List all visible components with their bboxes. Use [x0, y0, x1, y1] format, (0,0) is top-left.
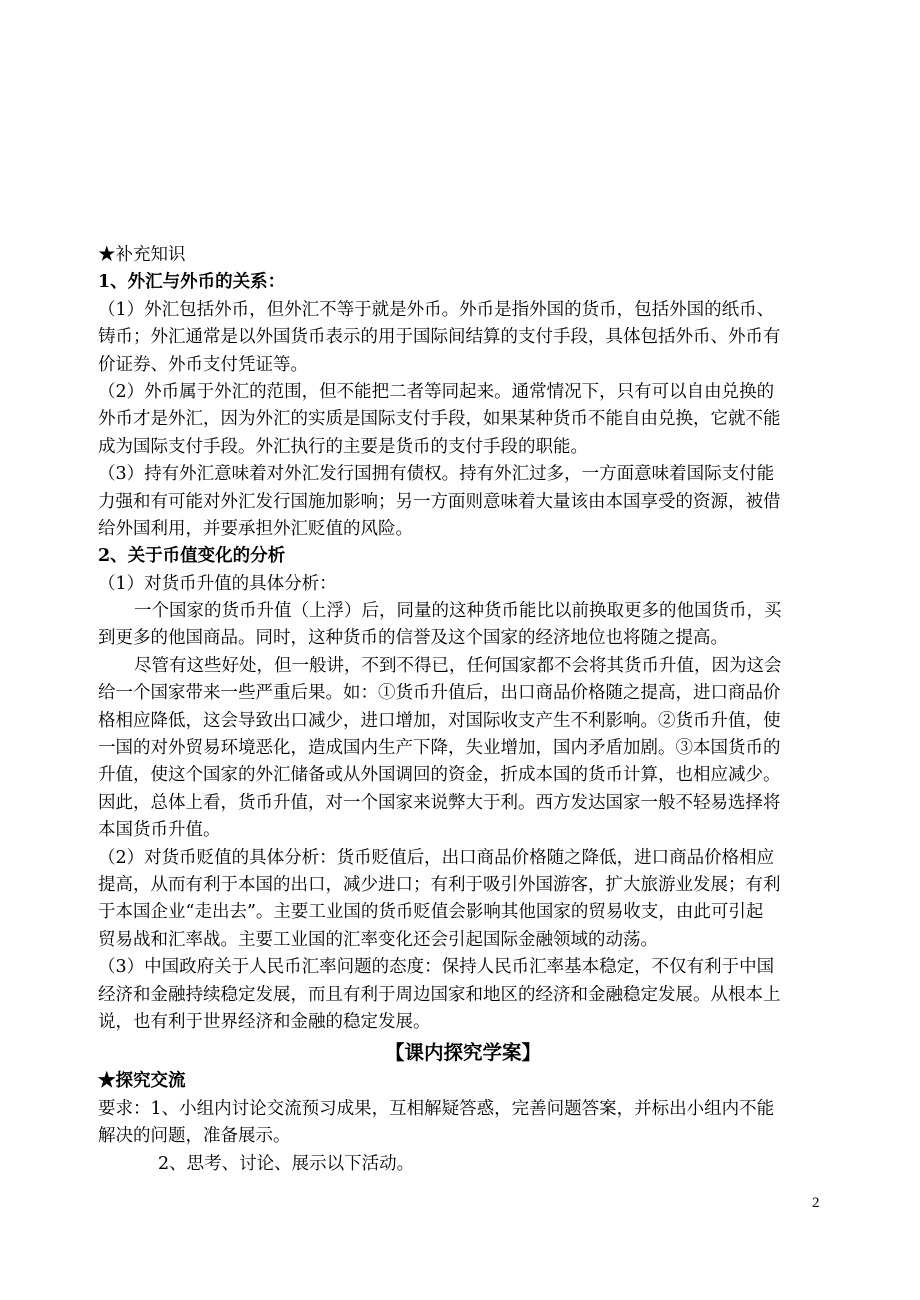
text-line: 到更多的他国商品。同时，这种货币的信誉及这个国家的经济地位也将随之提高。 [98, 628, 728, 649]
section2-sub1-title: （1）对货币升值的具体分析： [98, 573, 337, 594]
text-line: 升值，使这个国家的外汇储备或从外国调回的资金，折成本国的货币计算，也相应减少。 [98, 765, 781, 786]
section2-title: 2、关于币值变化的分析 [98, 546, 286, 567]
text-line: 因此，总体上看，货币升值，对一个国家来说弊大于利。西方发达国家一般不轻易选择将 [98, 792, 781, 813]
text-line: 给一个国家带来一些严重后果。如：①货币升值后，出口商品价格随之提高，进口商品价 [98, 683, 781, 704]
text-line: 于本国企业“走出去”。主要工业国的货币贬值会影响其他国家的贸易收支，由此可引起 [98, 902, 764, 923]
text-line: 解决的问题，准备展示。 [98, 1126, 291, 1147]
section2-sub3-paragraph [98, 954, 828, 1036]
section1-paragraph-3 [98, 461, 828, 543]
section1-title: 1、外汇与外币的关系： [98, 272, 286, 293]
text-line: 外币才是外汇，因为外汇的实质是国际支付手段，如果某种货币不能自由兑换，它就不能 [98, 409, 781, 430]
supplement-heading: ★补充知识 [98, 245, 186, 265]
section2-sub1-paragraph-1 [98, 598, 828, 653]
text-line: （2）外币属于外汇的范围，但不能把二者等同起来。通常情况下，只有可以自由兑换的 [98, 381, 775, 402]
activity-line: 2、思考、讨论、展示以下活动。 [158, 1153, 415, 1174]
explore-heading: ★探究交流 [98, 1071, 186, 1092]
text-line: 本国货币升值。 [98, 820, 221, 841]
text-line: 铸币；外汇通常是以外国货币表示的用于国际间结算的支付手段，具体包括外币、外币有 [98, 327, 781, 348]
text-line: 说，也有利于世界经济和金融的稳定发展。 [98, 1011, 431, 1032]
text-line: （3）持有外汇意味着对外汇发行国拥有债权。持有外汇过多，一方面意味着国际支付能 [98, 464, 775, 485]
text-line: 贸易战和汇率战。主要工业国的汇率变化还会引起国际金融领域的动荡。 [98, 929, 658, 950]
text-line: 力强和有可能对外汇发行国施加影响；另一方面则意味着大量该由本国享受的资源，被借 [98, 491, 781, 512]
text-line: 格相应降低，这会导致出口减少，进口增加，对国际收支产生不利影响。②货币升值，使 [98, 710, 781, 731]
text-line: 价证券、外币支付凭证等。 [98, 354, 308, 375]
text-line: （2）对货币贬值的具体分析：货币贬值后，出口商品价格随之降低，进口商品价格相应 [98, 847, 775, 868]
section1-paragraph-2 [98, 379, 828, 461]
section-title: 【课内探究学案】 [384, 1041, 541, 1065]
text-line: （3）中国政府关于人民币汇率问题的态度：保持人民币汇率基本稳定，不仅有利于中国 [98, 957, 775, 978]
text-line: 给外国利用，并要承担外汇贬值的风险。 [98, 518, 413, 539]
requirement-paragraph [98, 1096, 828, 1151]
section2-sub2-paragraph [98, 845, 828, 955]
text-line: 要求：1、小组内讨论交流预习成果，互相解疑答惑，完善问题答案，并标出小组内不能 [98, 1098, 775, 1119]
section2-sub1-paragraph-2 [98, 653, 828, 845]
section1-paragraph-1 [98, 297, 828, 379]
text-line: 一国的对外贸易环境恶化，造成国内生产下降，失业增加，国内矛盾加剧。③本国货币的 [98, 738, 781, 759]
text-line: （1）外汇包括外币，但外汇不等于就是外币。外币是指外国的货币，包括外国的纸币、 [98, 299, 775, 320]
page-number: 2 [812, 1195, 820, 1211]
document-body [98, 242, 828, 1178]
text-line: 成为国际支付手段。外汇执行的主要是货币的支付手段的职能。 [98, 436, 588, 457]
text-line: 经济和金融持续稳定发展，而且有利于周边国家和地区的经济和金融稳定发展。从根本上 [98, 984, 781, 1005]
text-line: 提高，从而有利于本国的出口，减少进口；有利于吸引外国游客，扩大旅游业发展；有利 [98, 874, 781, 895]
text-line: 一个国家的货币升值（上浮）后，同量的这种货币能比以前换取更多的他国货币，买 [134, 601, 782, 622]
text-line: 尽管有这些好处，但一般讲，不到不得已，任何国家都不会将其货币升值，因为这会 [134, 655, 782, 676]
